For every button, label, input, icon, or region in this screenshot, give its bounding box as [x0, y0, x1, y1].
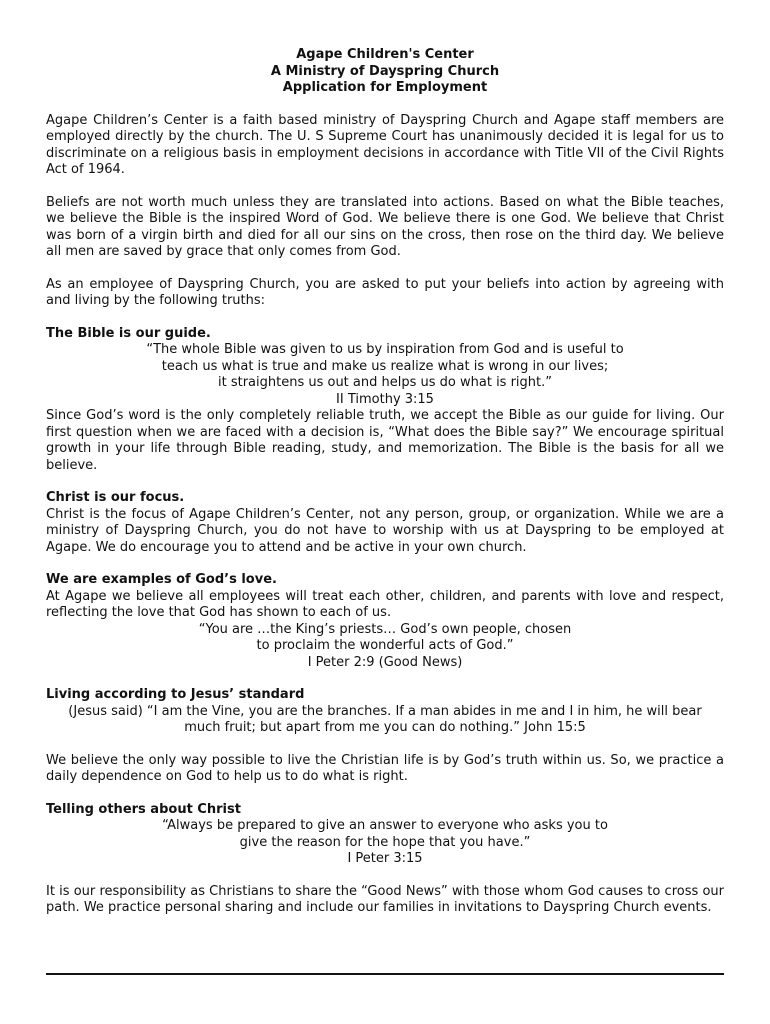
quote-line: “Always be prepared to give an answer to everyone who asks you to — [162, 818, 608, 833]
footer-divider — [46, 973, 724, 975]
scripture-quote — [46, 704, 724, 737]
quote-line: to proclaim the wonderful acts of God.” — [256, 638, 514, 653]
document-header — [46, 47, 724, 97]
org-title: Agape Children's Center — [296, 47, 474, 62]
section-heading: Living according to Jesus’ standard — [46, 687, 305, 702]
quote-line: much fruit; but apart from me you can do nothing.” John 15:5 — [184, 720, 586, 735]
section-heading: Telling others about Christ — [46, 801, 241, 817]
section-body: We believe the only way possible to live the Christian life is by God’s truth within us. So, we practice a daily dependence on God to help us to do what is right. — [46, 752, 724, 784]
scripture-quote — [46, 818, 724, 868]
scripture-quote — [46, 622, 724, 672]
section-standard — [46, 687, 724, 786]
section-heading: We are examples of God’s love. — [46, 572, 277, 587]
scripture-reference: I Peter 3:15 — [347, 851, 423, 866]
section-body: Christ is the focus of Agape Children’s Center, not any person, group, or organization. While we are a ministry of Dayspring Church, you do not have to worship with us at Dayspring to be employed at Agape. We do encourage you to attend and be active in your own church. — [46, 506, 724, 555]
intro-paragraph-employee: As an employee of Dayspring Church, you are asked to put your beliefs into action by agreeing with and living by the following truths: — [46, 276, 724, 308]
intro-paragraph-legal: Agape Children’s Center is a faith based ministry of Dayspring Church and Agape staff members are employed directly by the church. The U. S Supreme Court has unanimously decided it is legal for us to discriminate on a religious basis in employment decisions in accordance with Title VII of the Civil Rights Act of 1964. — [46, 112, 724, 177]
quote-line: teach us what is true and make us realize what is wrong in our lives; — [161, 358, 609, 374]
quote-line: “You are …the King’s priests… God’s own people, chosen — [198, 621, 572, 637]
section-telling — [46, 802, 724, 917]
section-body: It is our responsibility as Christians to share the “Good News” with those whom God causes to cross our path. We practice personal sharing and include our families in invitations to Dayspring Church events. — [46, 883, 724, 915]
section-body: At Agape we believe all employees will treat each other, children, and parents with love and respect, reflecting the love that God has shown to each of us. — [46, 588, 724, 620]
document-page — [46, 47, 724, 917]
scripture-reference: II Timothy 3:15 — [336, 391, 434, 407]
document-title: Application for Employment — [282, 80, 488, 95]
section-christ — [46, 490, 724, 556]
section-love — [46, 572, 724, 671]
quote-line: “The whole Bible was given to us by inspiration from God and is useful to — [146, 342, 624, 357]
quote-line: it straightens us out and helps us do what is right.” — [217, 375, 552, 390]
scripture-reference: I Peter 2:9 (Good News) — [307, 654, 463, 670]
section-bible — [46, 326, 724, 475]
scripture-quote — [46, 342, 724, 408]
section-body: Since God’s word is the only completely reliable truth, we accept the Bible as our guide for living. Our first question when we are faced with a decision is, “What does the Bible say?” We encourage spiritual growth in your life through Bible reading, study, and memorization. The Bible is the basis for all we believe. — [46, 408, 724, 473]
intro-paragraph-beliefs: Beliefs are not worth much unless they are translated into actions. Based on what the Bible teaches, we believe the Bible is the inspired Word of God. We believe there is one God. We believe that Christ was born of a virgin birth and died for all our sins on the cross, then rose on the third day. We believe all men are saved by grace that only comes from God. — [46, 194, 724, 259]
quote-line: give the reason for the hope that you have.” — [239, 834, 531, 850]
section-heading: Christ is our focus. — [46, 490, 185, 505]
ministry-subtitle: A Ministry of Dayspring Church — [270, 63, 500, 79]
section-heading: The Bible is our guide. — [46, 325, 211, 341]
quote-line: (Jesus said) “I am the Vine, you are the branches. If a man abides in me and I in him, he will bear — [68, 703, 702, 719]
